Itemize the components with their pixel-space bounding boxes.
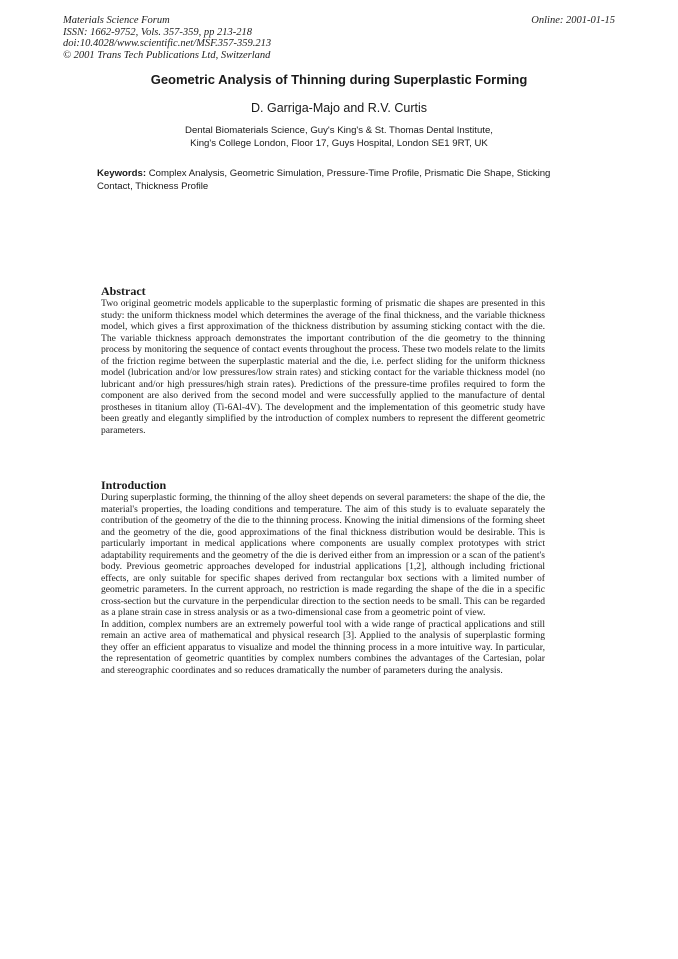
abstract-paragraph: Two original geometric models applicable to the superplastic forming of prismatic die shapes are presented in this study: the uniform thickness model which determines the average of the final thickness, and the variable thickness model, which gives a first approximation of the thickness distribution by assuming sticking contact with the die. The variable thickness approach demonstrates the important contribution of the die geometry to the thinning process by monitoring the sequence of contact events throughout the process. These two models relate to the limits of the friction regime between the superplastic material and the die, i.e. perfect sliding for the uniform thickness model (lubrication and/or low pressures/low strain rates) and sticking contact for the variable thickness model (no lubricant and/or high pressures/high strain rates). Predictions of the pressure-time profiles required to form the component are also derived from the second model and were successfully applied to the manufacture of dental prostheses in titanium alloy (Ti-6Al-4V). The development and the implementation of this geometric study have been greatly and elegantly simplified by the introduction of complex numbers to represent the different geometric parameters. bbox=[101, 298, 545, 436]
paper-title: Geometric Analysis of Thinning during Superplastic Forming bbox=[150, 72, 528, 87]
doi-line: doi:10.4028/www.scientific.net/MSF.357-359.213 bbox=[63, 38, 272, 49]
abstract-heading: Abstract bbox=[101, 284, 146, 298]
keywords-label: Keywords: bbox=[97, 168, 147, 179]
affiliation-line-2: King's College London, Floor 17, Guys Hospital, London SE1 9RT, UK bbox=[190, 138, 488, 149]
keywords-text: Complex Analysis, Geometric Simulation, Pressure-Time Profile, Prismatic Die Shape, Sticking Contact, Thickness Profile bbox=[97, 168, 551, 192]
publication-metadata bbox=[63, 15, 271, 61]
introduction-heading: Introduction bbox=[101, 478, 167, 492]
journal-name: Materials Science Forum bbox=[63, 15, 170, 26]
introduction-paragraph-1: During superplastic forming, the thinning of the alloy sheet depends on several parameters: the shape of the die, the material's properties, the loading conditions and temperature. The aim of this study is to evaluate separately the contribution of the geometry of the die to the thinning process. Knowing the initial dimensions of the forming sheet and the geometry of the die, good approximations of the final thickness distribution would be desirable. This is particularly important in medical applications where components are usually complex prototypes with strict adaptability requirements and the geometry of the die is derived either from an impression or a scan of the patient's body. Previous geometric approaches developed for industrial applications [1,2], although including frictional effects, are only suitable for specific shapes derived from rectangular box sections with a limited number of geometric parameters. In the current approach, no restriction is made regarding the shape of the die in a specific cross-section but the curvature in the perpendicular direction to the section needs to be small. This can be regarded as a plane strain case in stress analysis or as a two-dimensional case from a geometric point of view. bbox=[101, 492, 545, 618]
introduction-body bbox=[101, 492, 545, 676]
online-date: Online: 2001-01-15 bbox=[531, 15, 615, 26]
paper-authors: D. Garriga-Majo and R.V. Curtis bbox=[251, 101, 427, 115]
affiliation bbox=[0, 124, 678, 150]
abstract-body bbox=[101, 298, 545, 436]
affiliation-line-1: Dental Biomaterials Science, Guy's King's & St. Thomas Dental Institute, bbox=[185, 125, 493, 136]
issn-line: ISSN: 1662-9752, Vols. 357-359, pp 213-218 bbox=[63, 26, 252, 38]
copyright-line: © 2001 Trans Tech Publications Ltd, Switzerland bbox=[63, 49, 271, 61]
keywords bbox=[97, 167, 552, 193]
introduction-paragraph-2: In addition, complex numbers are an extremely powerful tool with a wide range of practical applications and still remain an active area of mathematical and physical research [3]. Applied to the analysis of superplastic forming they offer an efficient apparatus to visualize and model the thinning process in a more intuitive way. In particular, the representation of geometric quantities by complex numbers combines the advantages of the Cartesian, polar and stereographic coordinates and so reduces dramatically the number of parameters during the analysis. bbox=[101, 618, 545, 676]
